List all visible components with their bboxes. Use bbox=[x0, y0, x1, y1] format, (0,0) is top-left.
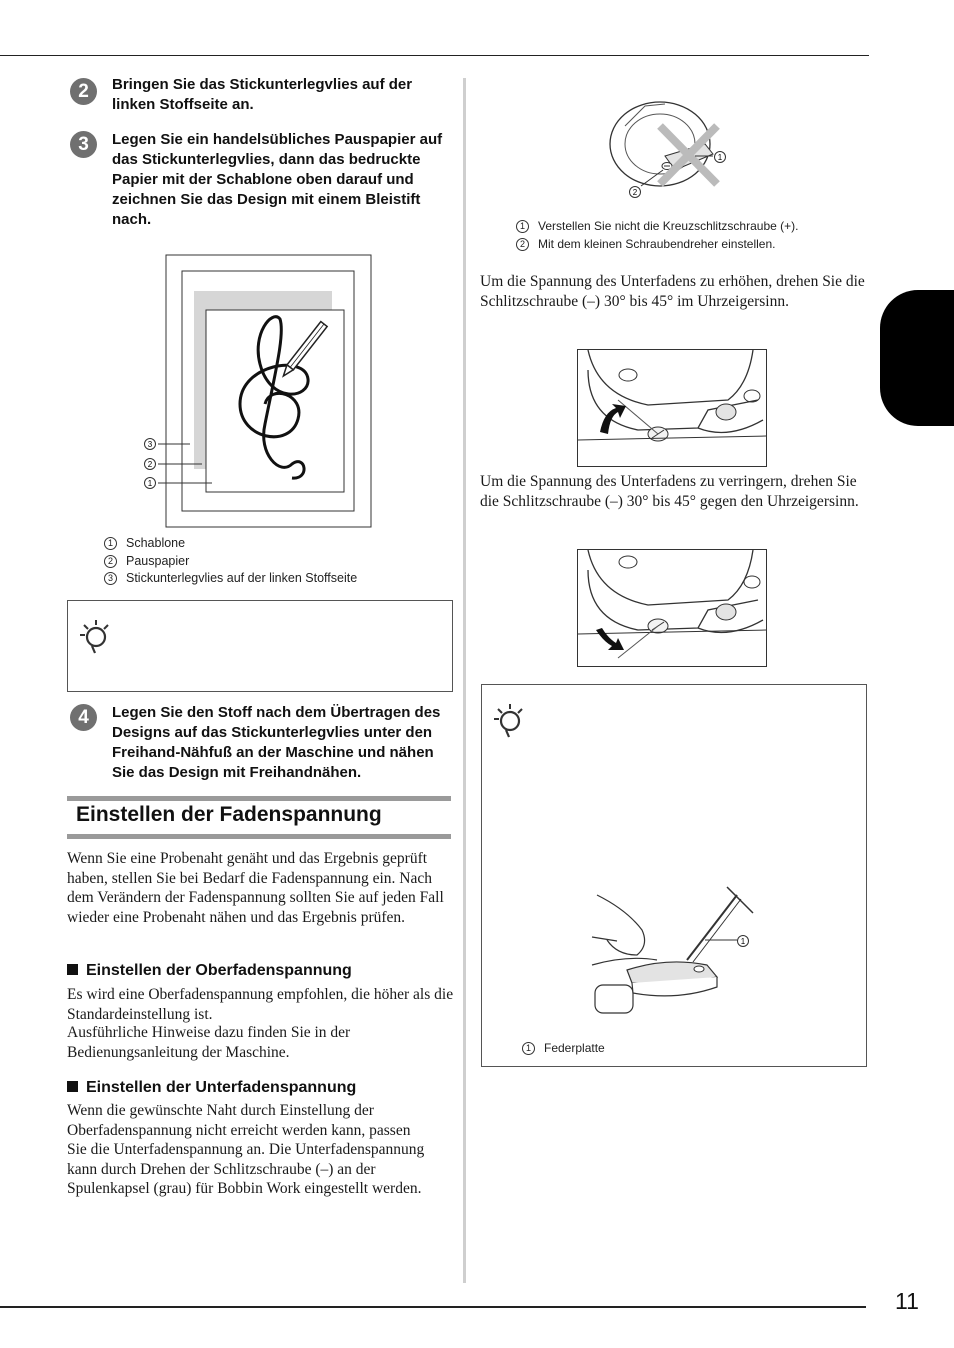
caption-row: 1 Verstellen Sie nicht die Kreuzschlitzschraube (+). bbox=[516, 218, 861, 236]
lower-thread-text: Wenn die gewünschte Naht durch Einstellung der Oberfadenspannung nicht erreicht werden kann, passen Sie die Unterfadenspannung an. Die Unterfadenspannung kann durch Drehen der Schlitzschraube (–) an der Spulenkapsel (grau) für Bobbin Work eingestellt werden. bbox=[67, 1102, 425, 1197]
top-rule bbox=[0, 55, 869, 56]
bottom-rule bbox=[0, 1306, 866, 1308]
heading-bar-top bbox=[67, 796, 451, 801]
step-3-badge: 3 bbox=[70, 131, 97, 158]
step-4-badge: 4 bbox=[70, 704, 97, 731]
svg-text:1: 1 bbox=[740, 937, 746, 946]
caption-row: 2 Mit dem kleinen Schraubendreher einstellen. bbox=[516, 236, 861, 254]
svg-text:1: 1 bbox=[717, 153, 723, 162]
svg-text:2: 2 bbox=[147, 460, 153, 469]
chapter-tab bbox=[880, 290, 954, 426]
page-number: 11 bbox=[895, 1288, 919, 1314]
caption-row: 1 Federplatte bbox=[522, 1040, 605, 1058]
square-bullet-icon bbox=[67, 1081, 78, 1092]
step-3-text: Legen Sie ein handelsübliches Pauspapier auf das Stickunterlegvlies, dann das bedruckte Papier mit der Schablone oben darauf und zeichnen Sie das Design mit einem Bleistift nach. bbox=[112, 131, 443, 228]
caption-row: 3 Stickunterlegvlies auf der linken Stoffseite bbox=[104, 570, 454, 588]
upper-thread-text-2: Ausführliche Hinweise dazu finden Sie in der Bedienungsanleitung der Maschine. bbox=[67, 1024, 351, 1061]
step-2-badge: 2 bbox=[70, 78, 97, 105]
increase-tension-figure bbox=[577, 349, 767, 467]
subheading-lower-thread: Einstellen der Unterfadenspannung bbox=[67, 1079, 356, 1097]
column-divider bbox=[463, 78, 466, 1283]
svg-text:2: 2 bbox=[632, 188, 638, 197]
spring-plate-figure bbox=[587, 885, 762, 1025]
heading-bar-bottom bbox=[67, 834, 451, 839]
note-icon bbox=[78, 615, 112, 655]
step-4-text: Legen Sie den Stoff nach dem Übertragen des Designs auf das Stickunterlegvlies unter den Freihand-Nähfuß an der Maschine und nähen Sie das Design mit Freihandnähen. bbox=[112, 704, 441, 781]
section-intro: Wenn Sie eine Probenaht genäht und das Ergebnis geprüft haben, stellen Sie bei Bedarf die Fadenspannung ein. Nach dem Verändern der Fadenspannung sollten Sie auf jeden Fall wieder eine Probenaht nähen und das Ergebnis prüfen. bbox=[67, 850, 444, 926]
section-heading bbox=[67, 796, 451, 839]
note-box bbox=[67, 600, 453, 692]
bobbin-captions bbox=[516, 218, 861, 253]
section-title: Einstellen der Fadenspannung bbox=[76, 803, 382, 826]
decrease-tension-text: Um die Spannung des Unterfadens zu verringern, drehen Sie die Schlitzschraube (–) 30° bis 45° gegen den Uhrzeigersinn. bbox=[480, 473, 859, 510]
template-figure bbox=[140, 254, 375, 530]
note-box-2 bbox=[481, 684, 867, 1067]
svg-text:3: 3 bbox=[147, 440, 153, 449]
bobbin-case-figure bbox=[605, 96, 745, 204]
step-2-text: Bringen Sie das Stickunterlegvlies auf der linken Stoffseite an. bbox=[112, 76, 413, 113]
caption-row: 1 Schablone bbox=[104, 535, 454, 553]
subheading-upper-thread: Einstellen der Oberfadenspannung bbox=[67, 962, 352, 980]
note-icon bbox=[492, 699, 526, 739]
spring-plate-caption bbox=[522, 1040, 605, 1058]
square-bullet-icon bbox=[67, 964, 78, 975]
upper-thread-text: Es wird eine Oberfadenspannung empfohlen, die höher als die Standardeinstellung ist. bbox=[67, 986, 454, 1023]
decrease-tension-figure bbox=[577, 549, 767, 667]
increase-tension-text: Um die Spannung des Unterfadens zu erhöhen, drehen Sie die Schlitzschraube (–) 30° bis 45° im Uhrzeigersinn. bbox=[480, 273, 865, 310]
svg-text:1: 1 bbox=[147, 479, 153, 488]
template-captions bbox=[104, 535, 454, 588]
caption-row: 2 Pauspapier bbox=[104, 553, 454, 571]
